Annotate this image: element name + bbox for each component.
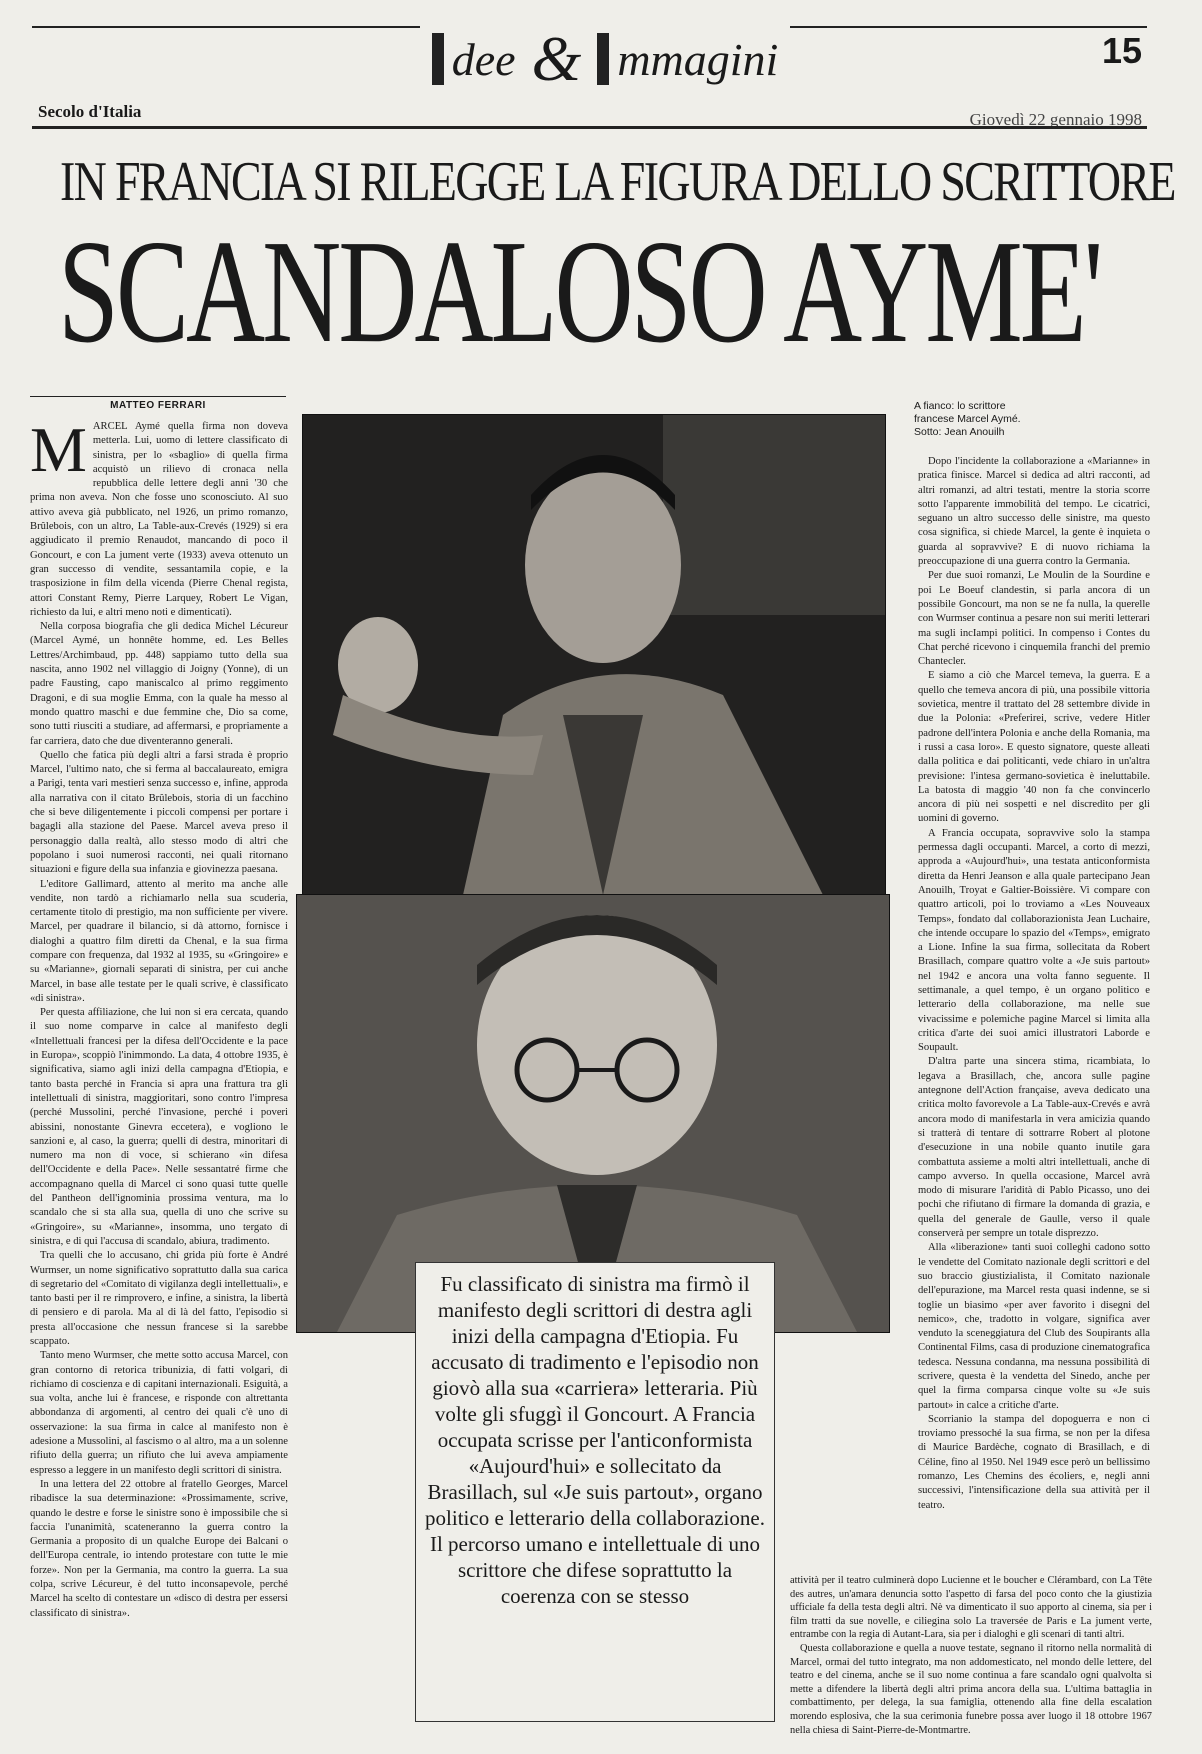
- byline: MATTEO FERRARI: [110, 400, 206, 411]
- body-paragraph: Alla «liberazione» tanti suoi colleghi cadono sotto le vendette del Comitato nazionale degli scrittori e del suo braccio giustizialista, il Comitato nazionale dell'epurazione, ma Marcel resta quasi indenne, se si toglie un biasimo «per aver favorito i disegni del nemico», che, tradotto in volgare, significa aver venduto la sceneggiatura del Club des Soupirants alla Continental Films, casa di produzione cinematografica tedesca. Nessuna condanna, ma nessuna possibilità di scrivere, questa è la vendetta del Sinedo, anche per quel la firma comparsa cinque volte su «Je suis partout» in calce a critiche d'arte.: [918, 1242, 1150, 1411]
- masthead-rule: [32, 126, 1147, 129]
- body-paragraph: Tanto meno Wurmser, che mette sotto accusa Marcel, con gran contorno di retorica tribunizia, di fatti volgari, di richiamo di coscienza e di capitani internazionali. Esiguità, a sua volta, anche lui è francese, e risponde con altrettanta abbondanza di argomenti, al centro dei quali c'è uno di osservazione: la sua firma in calce al manifesto non è adesione a Mussolini, al fascismo o al altro, ma a un solenne rifiuto della guerra; un rifiuto che lui aveva ampiamente espresso a leggere in un manifesto degli scrittori di sinistra.: [30, 1350, 288, 1476]
- right-column: [918, 455, 1150, 1645]
- left-column: [30, 414, 289, 1710]
- issue-date: Giovedì 22 gennaio 1998: [969, 110, 1142, 129]
- section-bar-right: [597, 33, 609, 85]
- section-word-ideas: dee: [451, 33, 516, 85]
- main-headline: SCANDALOSO AYME': [58, 210, 1101, 374]
- page-number: 15: [1101, 30, 1142, 71]
- caption-line: Sotto: Jean Anouilh: [914, 426, 1005, 438]
- body-paragraph: A Francia occupata, sopravvive solo la stampa permessa dagli occupanti. Marcel, a corto di mezzi, approda a «Aujourd'hui», una testata anticonformista diretta da Henri Jeanson e alla quale partecipano Jean Anouilh, Troyat e Galtier-Boissière. Vi compare con quattro articoli, poi lo troviamo a «Les Nouveaux Temps», fondato dal collaborazionista Jean Luchaire, che intende occupare lo spazio del «Temps», emigrato a Lione. Infine la sua firma, sollecitata da Robert Brasillach, compare quattro volte a «Je suis partout» nel 1942 e ancora una volta fanno seguente. Il settimanale, a quel tempo, è un organo politico e letterario della collaborazione, ma nelle sue vivacissime e polemiche pagine Marcel si limita alla critica d'arte dei suoi amici illustratori Laborde e Soupault.: [918, 827, 1150, 1054]
- paper-name: Secolo d'Italia: [38, 102, 142, 121]
- body-paragraph: Nella corposa biografia che gli dedica Michel Lécureur (Marcel Aymé, un honnête homme, ed. Les Belles Lettres/Archimbaud, pp. 448) sappiamo tutto della sua nascita, anno 1902 nel villaggio di Joigny (Yonne), di un padre Fausting, capo maniscalco al primo reggimento Dragoni, e di sua moglie Emma, con la quale ha messo al mondo quattro maschi e due femmine che, Dio sa come, sono tutti riusciti a studiare, ad affermarsi, e propriamente a far carriera, dato che due diventeranno generali.: [30, 621, 288, 747]
- body-paragraph: ARCEL Aymé quella firma non doveva metterla. Lui, uomo di lettere classificato di sinistra, per lo «sbaglio» di quella firma acquistò un rilievo di cronaca nella repubblica delle lettere degli anni '30 che prima non aveva. Non che fosse uno sconosciuto. Al suo attivo aveva già pubblicato, nel 1926, un primo romanzo, Brûlebois, con un altro, La Table-aux-Crevés (1929) si era aggiudicato il premio Renaudot, mancando di poco il Goncourt, e con La jument verte (1933) aveva ottenuto un gran successo di vendite, sessantamila copie, e la trasposizione in film della vicenda (Pierre Chenal regista, attori Constant Remy, Pierre Larquey, Robert Le Vigan, richiesto da lui, e altri meno noti e dimenticati).: [30, 421, 288, 618]
- bottom-continuation-column: [790, 1574, 1152, 1736]
- kicker-headline: IN FRANCIA SI RILEGGE LA FIGURA DELLO SCRITTORE: [60, 151, 1175, 213]
- section-title: [420, 18, 790, 100]
- byline-rule: [30, 396, 286, 397]
- section-bar-left: [432, 33, 444, 85]
- body-paragraph: Scorrianio la stampa del dopoguerra e non ci troviamo pressoché la sua firma, se non per la difesa di Maurice Bardèche, cognato di Brasillach, e di Céline, fino al 1950. Nel 1949 esce però un bellissimo romanzo, Les Chemins des écoliers, e, negli anni successivi, l'intensificazione della sua attività per il teatro.: [918, 1413, 1150, 1511]
- body-paragraph: E siamo a ciò che Marcel temeva, la guerra. E a quello che temeva ancora di più, una possibile vittoria sovietica, mentre il trattato del 28 settembre divide in due la Polonia: «Preferirei, scrive, vedere Hitler padrone dell'intera Polonia e anche della Romania, ma i russi a casa loro». E questo signatore, queste alleati dalla politica e dai politicanti, vede chiaro in un'altra previsione: l'intesa germano-sovietica è ineluttabile. La batosta di maggio '40 non fa che convincerlo ancora di più nei sospetti e nel discredito per gli uomini di governo.: [918, 670, 1150, 825]
- body-paragraph: In una lettera del 22 ottobre al fratello Georges, Marcel ribadisce la sua determinazione: «Prossimamente, scrive, quando le destre e forse le sinistre sono è impossibile che si faccia l'unanimità, scateneranno la guerra contro la Germania a proposito di un qualche Europe dei Balcani o dell'Europa centrale, io intendo protestare con tutte le mie forze». Non per la Germania, ma contro la guerra. La sua colpa, scrive Lécureur, è del tutto inconsapevole, perché Marcel ha scelto di contestare un «disco di destra per essersi classificato di sinistra».: [30, 1478, 288, 1619]
- body-paragraph: L'editore Gallimard, attento al merito ma anche alle vendite, non tardò a richiamarlo nella sua scuderia, certamente titolo di prestigio, ma non sufficiente per vivere. Marcel, per quadrare il bilancio, si dà attorno, fornisce i dialoghi a quattro film diretti da Chenal, e la sua firma compare con frequenza, dal 1932 al 1935, su «Gringoire» e su «Marianne», giornali separati di sinistra, per cui anche Marcel, in base alle testate per le quali scrive, è classificato «di sinistra».: [30, 878, 288, 1004]
- body-paragraph: attività per il teatro culminerà dopo Lucienne et le boucher e Clérambard, con La Tête des autres, un'amara denuncia sotto l'aspetto di farsa del poco conto che la giustizia ufficiale fa della testa degli altri. Nè va dimenticato il suo apporto al cinema, sia per i film tratti da sue novelle, e ciliegina solo La traversée de Paris e La jument verte, entrambe con la regia di Autant-Lara, sia per i dialoghi e gli scenari di tanti altri.: [790, 1575, 1152, 1641]
- pull-quote: Fu classificato di sinistra ma firmò il manifesto degli scrittori di destra agli inizi della campagna d'Etiopia. Fu accusato di tradimento e l'episodio non giovò alla sua «carriera» letteraria. Più volte gli sfuggì il Goncourt. A Francia occupata scrisse per l'anticonformista «Aujourd'hui» e sollecitato da Brasillach, sul «Je suis partout», organo politico e letterario della collaborazione. Il percorso umano e intellettuale di uno scrittore che difese soprattutto la coerenza con se stesso: [415, 1262, 775, 1722]
- caption-line: francese Marcel Aymé.: [914, 413, 1021, 425]
- caption-line: A fianco: lo scrittore: [914, 400, 1006, 412]
- body-paragraph: Quello che fatica più degli altri a farsi strada è proprio Marcel, l'ultimo nato, che si ferma al baccalaureato, emigra a Parigi, tenta vari mestieri senza successo e, infine, approda alla narrativa con il citato Brûlebois, storia di un facchino che si beve diligentemente i piccoli compensi per portare i bagagli alla stazione del Paese. Marcel aveva preso il personaggio dalla realtà, allo stesso modo di altri che popolano i suoi numerosi racconti, nei quali ritornano situazioni e figure della sua infanzia e giovinezza paesana.: [30, 749, 288, 876]
- drop-cap: M: [30, 414, 87, 485]
- body-paragraph: Dopo l'incidente la collaborazione a «Marianne» in pratica finisce. Marcel si dedica ad altri racconti, ad altri romanzi, ad altri testati, mentre la storia scorre sotto l'apparente immobilità del tempo. Le cicatrici, seguano un altro successo delle sinistre, ma questo cosa significa, si chiede Marcel, la gente è inquieta o guarda al sopravvive? E di nuovo richiama la preoccupazione di una guerra contro la Germania.: [918, 456, 1150, 568]
- marcel-ayme-photo: [302, 414, 886, 896]
- body-paragraph: Per due suoi romanzi, Le Moulin de la Sourdine e poi Le Boeuf clandestin, si parla ancora di un possibile Goncourt, ma non se ne fa nulla, la querelle con Wurmser continua a pesare non sui meriti letterari ma sugli incIampi politici. In compenso i Contes du Chat perché ricevono i cinquemila franchi del premio Chantecler.: [918, 570, 1150, 668]
- section-ampersand: &: [531, 23, 582, 94]
- body-paragraph: Per questa affiliazione, che lui non si era cercata, quando il suo nome comparve in calce al manifesto degli «Intellettuali francesi per la difesa dell'Occidente e la pace in Europa», scoppiò l'inimmondo. La data, 4 ottobre 1935, è significativa, siamo agli inizi della campagna d'Etiopia, e tanto basta perché in Francia si apra una frattura tra gli intellettuali di sinistra, maggioritari, sono contro l'impresa (perché Mussolini, perché l'invasione, perché i poveri abissini, nonostante Ginevra eccetera), e vogliono le sanzioni e, al caso, la guerra; quelli di destra, minoritari di numero ma non di voce, si schierano «in difesa dell'Occidente e della Pace». Nelle sessantatré firme che accompagnano quella di Marcel ci sono quasi tutte quelle del Pantheon dell'ignominia prossima ventura, ma lo scandalo che si sta alla sua, quella di uno che scrive su «Gringoire», su «Marianne», insomma, uno tergato di sinistra, e di qui l'accusa di scandalo, abiura, tradimento.: [30, 1007, 288, 1247]
- portrait-figure-icon: [303, 415, 885, 895]
- photo-caption: [914, 400, 1114, 439]
- body-paragraph: Questa collaborazione e quella a nuove testate, segnano il ritorno nella normalità di Marcel, ormai del tutto integrato, ma non addomesticato, nel mondo delle lettere, del teatro e del cinema, anche se il suo nome continua a fare scandalo ogni qualvolta si mette a difendere la libertà degli altri prima ancora della sua. L'ultima battaglia in combattimento, per delega, la sua famiglia, ottenendo alla fine della escalation morendo esplosiva, che la sua cerimonia funebre possa aver luogo il 18 ottobre 1967 nella chiesa di Saint-Pierre-de-Montmartre.: [790, 1642, 1152, 1736]
- section-word-images: mmagini: [617, 33, 779, 85]
- body-paragraph: Tra quelli che lo accusano, chi grida più forte è André Wurmser, un nome significativo soprattutto dalla sua carica di segretario del «Comitato di vigilanza degli intellettuali», e tanto basti per il re rimprovero, e infine, a sinistra, la libertà di pensiero e di parola. Ma al di là del fatto, l'episodio si presta all'occasione che nessun francese si la sarebbe scappato.: [30, 1250, 289, 1347]
- body-paragraph: D'altra parte una sincera stima, ricambiata, lo legava a Brasillach, che, ancora sulle pagine antegnone dell'Action française, aveva dedicato una critica molto favorevole a La Table-aux-Crevés e avrà ancora modo di manifestarla in vera amicizia quando si tratterà di tentare di sottrarre Robert al plotone d'esecuzione in una nobile quanto inutile gara combattuta assieme a molti altri intellettuali, anche di campo avverso. In quella occasione, Marcel avrà modo di misurare l'aridità di Pablo Picasso, uno dei pochi che rifiutano di firmare la domanda di grazia, e quella del generale de Gaulle, verso il quale conserverà per sempre un totale disprezzo.: [918, 1056, 1150, 1240]
